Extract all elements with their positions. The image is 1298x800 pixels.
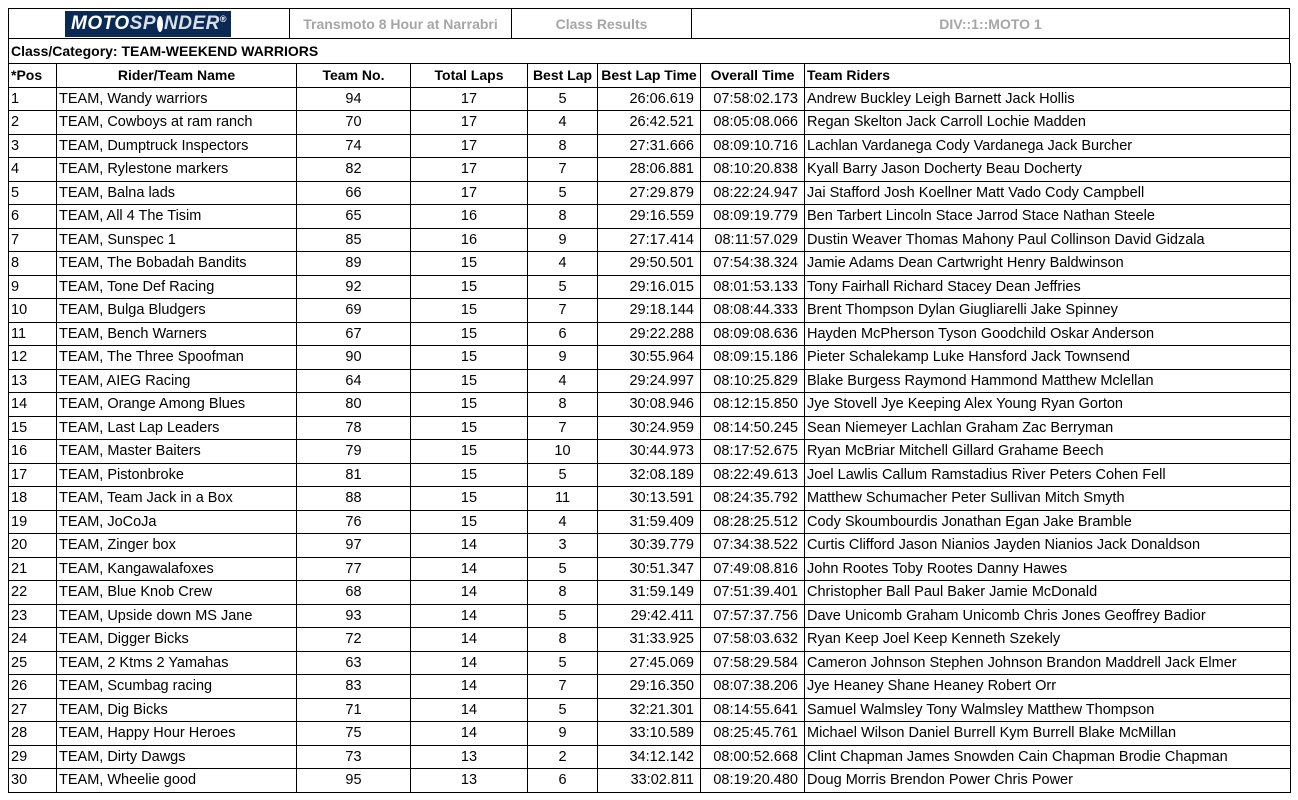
table-row bbox=[9, 416, 1291, 440]
cell-team-riders: Regan Skelton Jack Carroll Lochie Madden bbox=[805, 111, 1291, 135]
cell-best-lap: 5 bbox=[528, 557, 598, 581]
cell-total-laps: 15 bbox=[411, 487, 528, 511]
cell-pos: 19 bbox=[9, 510, 57, 534]
cell-team-no: 97 bbox=[297, 534, 411, 558]
cell-overall-time: 07:34:38.522 bbox=[701, 534, 805, 558]
cell-team-no: 77 bbox=[297, 557, 411, 581]
cell-best-lap: 10 bbox=[528, 440, 598, 464]
cell-best-lap: 9 bbox=[528, 346, 598, 370]
cell-team-riders: Curtis Clifford Jason Nianios Jayden Nianios Jack Donaldson bbox=[805, 534, 1291, 558]
table-row bbox=[9, 698, 1291, 722]
cell-pos: 17 bbox=[9, 463, 57, 487]
cell-team-name: TEAM, Dirty Dawgs bbox=[57, 745, 297, 769]
header-row bbox=[9, 64, 1291, 88]
cell-team-no: 72 bbox=[297, 628, 411, 652]
cell-best-lap-time: 29:24.997 bbox=[598, 369, 701, 393]
cell-overall-time: 08:10:20.838 bbox=[701, 158, 805, 182]
cell-team-no: 81 bbox=[297, 463, 411, 487]
cell-best-lap-time: 34:12.142 bbox=[598, 745, 701, 769]
cell-total-laps: 15 bbox=[411, 322, 528, 346]
cell-pos: 6 bbox=[9, 205, 57, 229]
cell-team-name: TEAM, Dumptruck Inspectors bbox=[57, 134, 297, 158]
cell-total-laps: 15 bbox=[411, 440, 528, 464]
cell-best-lap: 9 bbox=[528, 722, 598, 746]
cell-overall-time: 07:58:02.173 bbox=[701, 87, 805, 111]
cell-overall-time: 08:08:44.333 bbox=[701, 299, 805, 323]
cell-overall-time: 08:07:38.206 bbox=[701, 675, 805, 699]
cell-best-lap: 8 bbox=[528, 134, 598, 158]
cell-pos: 25 bbox=[9, 651, 57, 675]
table-row bbox=[9, 604, 1291, 628]
cell-team-name: TEAM, AIEG Racing bbox=[57, 369, 297, 393]
cell-overall-time: 07:58:03.632 bbox=[701, 628, 805, 652]
cell-total-laps: 17 bbox=[411, 111, 528, 135]
cell-best-lap-time: 30:51.347 bbox=[598, 557, 701, 581]
cell-overall-time: 08:22:49.613 bbox=[701, 463, 805, 487]
cell-team-no: 64 bbox=[297, 369, 411, 393]
cell-team-no: 89 bbox=[297, 252, 411, 276]
cell-overall-time: 08:22:24.947 bbox=[701, 181, 805, 205]
cell-overall-time: 08:01:53.133 bbox=[701, 275, 805, 299]
cell-overall-time: 07:57:37.756 bbox=[701, 604, 805, 628]
cell-team-name: TEAM, Team Jack in a Box bbox=[57, 487, 297, 511]
event-title: Transmoto 8 Hour at Narrabri bbox=[289, 9, 511, 38]
cell-pos: 3 bbox=[9, 134, 57, 158]
cell-team-name: TEAM, Orange Among Blues bbox=[57, 393, 297, 417]
cell-best-lap-time: 30:13.591 bbox=[598, 487, 701, 511]
cell-pos: 18 bbox=[9, 487, 57, 511]
cell-overall-time: 07:58:29.584 bbox=[701, 651, 805, 675]
cell-team-no: 71 bbox=[297, 698, 411, 722]
table-row bbox=[9, 628, 1291, 652]
cell-team-name: TEAM, Master Baiters bbox=[57, 440, 297, 464]
cell-overall-time: 08:28:25.512 bbox=[701, 510, 805, 534]
cell-team-no: 83 bbox=[297, 675, 411, 699]
cell-team-name: TEAM, Blue Knob Crew bbox=[57, 581, 297, 605]
cell-team-name: TEAM, Digger Bicks bbox=[57, 628, 297, 652]
cell-team-no: 88 bbox=[297, 487, 411, 511]
cell-overall-time: 08:05:08.066 bbox=[701, 111, 805, 135]
cell-pos: 30 bbox=[9, 769, 57, 793]
cell-team-name: TEAM, Bench Warners bbox=[57, 322, 297, 346]
cell-overall-time: 08:24:35.792 bbox=[701, 487, 805, 511]
cell-best-lap-time: 33:02.811 bbox=[598, 769, 701, 793]
table-row bbox=[9, 299, 1291, 323]
cell-best-lap: 4 bbox=[528, 111, 598, 135]
cell-best-lap-time: 27:17.414 bbox=[598, 228, 701, 252]
cell-pos: 14 bbox=[9, 393, 57, 417]
cell-overall-time: 08:25:45.761 bbox=[701, 722, 805, 746]
cell-best-lap: 6 bbox=[528, 769, 598, 793]
cell-pos: 12 bbox=[9, 346, 57, 370]
cell-team-riders: Cameron Johnson Stephen Johnson Brandon Maddrell Jack Elmer bbox=[805, 651, 1291, 675]
cell-total-laps: 15 bbox=[411, 463, 528, 487]
cell-team-no: 92 bbox=[297, 275, 411, 299]
registered-mark: ® bbox=[219, 13, 227, 24]
cell-pos: 26 bbox=[9, 675, 57, 699]
cell-pos: 23 bbox=[9, 604, 57, 628]
cell-team-name: TEAM, Wandy warriors bbox=[57, 87, 297, 111]
cell-total-laps: 16 bbox=[411, 228, 528, 252]
cell-total-laps: 14 bbox=[411, 534, 528, 558]
cell-best-lap: 2 bbox=[528, 745, 598, 769]
cell-best-lap-time: 31:59.409 bbox=[598, 510, 701, 534]
col-header-name: Rider/Team Name bbox=[57, 64, 297, 88]
cell-team-riders: Ben Tarbert Lincoln Stace Jarrod Stace Nathan Steele bbox=[805, 205, 1291, 229]
cell-pos: 4 bbox=[9, 158, 57, 182]
table-row bbox=[9, 675, 1291, 699]
cell-team-riders: Blake Burgess Raymond Hammond Matthew Mclellan bbox=[805, 369, 1291, 393]
cell-total-laps: 15 bbox=[411, 369, 528, 393]
cell-pos: 13 bbox=[9, 369, 57, 393]
cell-team-riders: Jai Stafford Josh Koellner Matt Vado Cody Campbell bbox=[805, 181, 1291, 205]
table-row bbox=[9, 181, 1291, 205]
cell-best-lap: 5 bbox=[528, 698, 598, 722]
cell-total-laps: 14 bbox=[411, 651, 528, 675]
cell-total-laps: 14 bbox=[411, 628, 528, 652]
col-header-overall-time: Overall Time bbox=[701, 64, 805, 88]
cell-best-lap-time: 33:10.589 bbox=[598, 722, 701, 746]
cell-total-laps: 13 bbox=[411, 769, 528, 793]
cell-total-laps: 17 bbox=[411, 87, 528, 111]
table-row bbox=[9, 557, 1291, 581]
cell-team-no: 69 bbox=[297, 299, 411, 323]
cell-total-laps: 13 bbox=[411, 745, 528, 769]
cell-best-lap-time: 30:24.959 bbox=[598, 416, 701, 440]
cell-total-laps: 17 bbox=[411, 158, 528, 182]
table-row bbox=[9, 534, 1291, 558]
col-header-team-no: Team No. bbox=[297, 64, 411, 88]
cell-total-laps: 15 bbox=[411, 393, 528, 417]
table-row bbox=[9, 205, 1291, 229]
class-category-label: Class/Category: TEAM-WEEKEND WARRIORS bbox=[8, 39, 1290, 63]
table-row bbox=[9, 463, 1291, 487]
cell-team-no: 67 bbox=[297, 322, 411, 346]
results-table bbox=[8, 63, 1291, 793]
cell-pos: 20 bbox=[9, 534, 57, 558]
table-row bbox=[9, 158, 1291, 182]
logo-cell bbox=[8, 9, 289, 38]
cell-overall-time: 08:09:19.779 bbox=[701, 205, 805, 229]
cell-overall-time: 08:00:52.668 bbox=[701, 745, 805, 769]
cell-team-name: TEAM, Bulga Bludgers bbox=[57, 299, 297, 323]
col-header-total-laps: Total Laps bbox=[411, 64, 528, 88]
cell-team-name: TEAM, Pistonbroke bbox=[57, 463, 297, 487]
cell-overall-time: 07:49:08.816 bbox=[701, 557, 805, 581]
cell-best-lap-time: 29:16.350 bbox=[598, 675, 701, 699]
cell-team-no: 79 bbox=[297, 440, 411, 464]
cell-team-riders: Joel Lawlis Callum Ramstadius River Peters Cohen Fell bbox=[805, 463, 1291, 487]
cell-best-lap: 8 bbox=[528, 581, 598, 605]
report-banner bbox=[8, 8, 1290, 39]
cell-team-no: 74 bbox=[297, 134, 411, 158]
cell-best-lap: 7 bbox=[528, 416, 598, 440]
table-row bbox=[9, 440, 1291, 464]
cell-best-lap: 8 bbox=[528, 628, 598, 652]
cell-pos: 28 bbox=[9, 722, 57, 746]
cell-best-lap-time: 26:06.619 bbox=[598, 87, 701, 111]
cell-overall-time: 08:09:10.716 bbox=[701, 134, 805, 158]
division-title: DIV::1::MOTO 1 bbox=[691, 9, 1290, 38]
cell-total-laps: 14 bbox=[411, 698, 528, 722]
cell-best-lap: 5 bbox=[528, 604, 598, 628]
cell-team-riders: Hayden McPherson Tyson Goodchild Oskar Anderson bbox=[805, 322, 1291, 346]
cell-best-lap-time: 27:29.879 bbox=[598, 181, 701, 205]
cell-overall-time: 08:17:52.675 bbox=[701, 440, 805, 464]
cell-best-lap-time: 29:50.501 bbox=[598, 252, 701, 276]
cell-team-name: TEAM, Rylestone markers bbox=[57, 158, 297, 182]
cell-pos: 21 bbox=[9, 557, 57, 581]
cell-team-riders: Brent Thompson Dylan Giugliarelli Jake Spinney bbox=[805, 299, 1291, 323]
table-row bbox=[9, 581, 1291, 605]
col-header-pos: *Pos bbox=[9, 64, 57, 88]
cell-team-name: TEAM, Happy Hour Heroes bbox=[57, 722, 297, 746]
cell-team-no: 63 bbox=[297, 651, 411, 675]
cell-team-riders: Sean Niemeyer Lachlan Graham Zac Berryman bbox=[805, 416, 1291, 440]
cell-team-riders: Matthew Schumacher Peter Sullivan Mitch Smyth bbox=[805, 487, 1291, 511]
cell-total-laps: 15 bbox=[411, 252, 528, 276]
cell-pos: 27 bbox=[9, 698, 57, 722]
cell-best-lap: 5 bbox=[528, 275, 598, 299]
cell-best-lap-time: 30:55.964 bbox=[598, 346, 701, 370]
cell-total-laps: 15 bbox=[411, 299, 528, 323]
cell-team-riders: Ryan McBriar Mitchell Gillard Grahame Beech bbox=[805, 440, 1291, 464]
cell-best-lap: 5 bbox=[528, 463, 598, 487]
cell-best-lap: 4 bbox=[528, 510, 598, 534]
cell-team-name: TEAM, Upside down MS Jane bbox=[57, 604, 297, 628]
cell-team-riders: Clint Chapman James Snowden Cain Chapman Brodie Chapman bbox=[805, 745, 1291, 769]
cell-team-name: TEAM, The Three Spoofman bbox=[57, 346, 297, 370]
cell-best-lap-time: 29:22.288 bbox=[598, 322, 701, 346]
cell-team-no: 94 bbox=[297, 87, 411, 111]
cell-best-lap-time: 27:45.069 bbox=[598, 651, 701, 675]
cell-best-lap: 8 bbox=[528, 205, 598, 229]
cell-overall-time: 07:54:38.324 bbox=[701, 252, 805, 276]
logo-text-sp: SP bbox=[129, 12, 157, 34]
cell-best-lap: 8 bbox=[528, 393, 598, 417]
cell-team-no: 65 bbox=[297, 205, 411, 229]
cell-team-riders: Christopher Ball Paul Baker Jamie McDonald bbox=[805, 581, 1291, 605]
cell-overall-time: 08:12:15.850 bbox=[701, 393, 805, 417]
cell-best-lap: 7 bbox=[528, 299, 598, 323]
cell-pos: 29 bbox=[9, 745, 57, 769]
cell-pos: 9 bbox=[9, 275, 57, 299]
cell-total-laps: 14 bbox=[411, 604, 528, 628]
cell-team-no: 78 bbox=[297, 416, 411, 440]
cell-total-laps: 15 bbox=[411, 416, 528, 440]
table-row bbox=[9, 228, 1291, 252]
cell-best-lap: 5 bbox=[528, 651, 598, 675]
cell-team-name: TEAM, Tone Def Racing bbox=[57, 275, 297, 299]
cell-team-riders: Lachlan Vardanega Cody Vardanega Jack Burcher bbox=[805, 134, 1291, 158]
cell-overall-time: 08:14:55.641 bbox=[701, 698, 805, 722]
table-row bbox=[9, 510, 1291, 534]
cell-team-riders: Jamie Adams Dean Cartwright Henry Baldwinson bbox=[805, 252, 1291, 276]
table-row bbox=[9, 722, 1291, 746]
cell-pos: 11 bbox=[9, 322, 57, 346]
cell-pos: 22 bbox=[9, 581, 57, 605]
table-row bbox=[9, 322, 1291, 346]
cell-pos: 24 bbox=[9, 628, 57, 652]
cell-team-no: 75 bbox=[297, 722, 411, 746]
cell-team-riders: Ryan Keep Joel Keep Kenneth Szekely bbox=[805, 628, 1291, 652]
cell-best-lap: 4 bbox=[528, 369, 598, 393]
cell-pos: 5 bbox=[9, 181, 57, 205]
cell-best-lap-time: 31:33.925 bbox=[598, 628, 701, 652]
cell-team-riders: Samuel Walmsley Tony Walmsley Matthew Thompson bbox=[805, 698, 1291, 722]
cell-overall-time: 08:09:08.636 bbox=[701, 322, 805, 346]
motosponder-logo bbox=[65, 11, 231, 37]
cell-total-laps: 14 bbox=[411, 675, 528, 699]
table-row bbox=[9, 487, 1291, 511]
cell-team-riders: Andrew Buckley Leigh Barnett Jack Hollis bbox=[805, 87, 1291, 111]
cell-best-lap-time: 27:31.666 bbox=[598, 134, 701, 158]
cell-team-no: 76 bbox=[297, 510, 411, 534]
table-row bbox=[9, 111, 1291, 135]
cell-best-lap-time: 29:16.559 bbox=[598, 205, 701, 229]
col-header-best-lap: Best Lap bbox=[528, 64, 598, 88]
cell-team-riders: John Rootes Toby Rootes Danny Hawes bbox=[805, 557, 1291, 581]
cell-team-name: TEAM, All 4 The Tisim bbox=[57, 205, 297, 229]
cell-team-no: 66 bbox=[297, 181, 411, 205]
cell-pos: 16 bbox=[9, 440, 57, 464]
cell-best-lap: 11 bbox=[528, 487, 598, 511]
cell-team-no: 85 bbox=[297, 228, 411, 252]
cell-team-name: TEAM, Zinger box bbox=[57, 534, 297, 558]
cell-team-no: 73 bbox=[297, 745, 411, 769]
cell-best-lap: 7 bbox=[528, 158, 598, 182]
cell-overall-time: 08:14:50.245 bbox=[701, 416, 805, 440]
cell-team-name: TEAM, 2 Ktms 2 Yamahas bbox=[57, 651, 297, 675]
cell-team-name: TEAM, Cowboys at ram ranch bbox=[57, 111, 297, 135]
cell-team-riders: Jye Stovell Jye Keeping Alex Young Ryan Gorton bbox=[805, 393, 1291, 417]
cell-best-lap: 9 bbox=[528, 228, 598, 252]
cell-team-riders: Dustin Weaver Thomas Mahony Paul Collinson David Gidzala bbox=[805, 228, 1291, 252]
cell-team-riders: Kyall Barry Jason Docherty Beau Docherty bbox=[805, 158, 1291, 182]
cell-overall-time: 08:10:25.829 bbox=[701, 369, 805, 393]
cell-best-lap: 5 bbox=[528, 181, 598, 205]
cell-pos: 8 bbox=[9, 252, 57, 276]
gear-icon bbox=[157, 16, 163, 32]
cell-best-lap-time: 28:06.881 bbox=[598, 158, 701, 182]
cell-team-name: TEAM, Sunspec 1 bbox=[57, 228, 297, 252]
cell-best-lap-time: 29:16.015 bbox=[598, 275, 701, 299]
cell-total-laps: 17 bbox=[411, 181, 528, 205]
table-row bbox=[9, 252, 1291, 276]
table-row bbox=[9, 769, 1291, 793]
cell-best-lap: 6 bbox=[528, 322, 598, 346]
cell-team-no: 95 bbox=[297, 769, 411, 793]
table-row bbox=[9, 134, 1291, 158]
cell-total-laps: 14 bbox=[411, 581, 528, 605]
cell-best-lap: 7 bbox=[528, 675, 598, 699]
col-header-team-riders: Team Riders bbox=[805, 64, 1291, 88]
cell-best-lap: 3 bbox=[528, 534, 598, 558]
cell-team-no: 68 bbox=[297, 581, 411, 605]
cell-team-name: TEAM, Dig Bicks bbox=[57, 698, 297, 722]
cell-pos: 15 bbox=[9, 416, 57, 440]
cell-total-laps: 17 bbox=[411, 134, 528, 158]
col-header-best-lap-time: Best Lap Time bbox=[598, 64, 701, 88]
cell-overall-time: 08:11:57.029 bbox=[701, 228, 805, 252]
cell-total-laps: 15 bbox=[411, 346, 528, 370]
cell-best-lap-time: 32:21.301 bbox=[598, 698, 701, 722]
cell-pos: 10 bbox=[9, 299, 57, 323]
table-row bbox=[9, 346, 1291, 370]
table-row bbox=[9, 87, 1291, 111]
cell-team-name: TEAM, Wheelie good bbox=[57, 769, 297, 793]
cell-team-name: TEAM, JoCoJa bbox=[57, 510, 297, 534]
cell-team-no: 80 bbox=[297, 393, 411, 417]
cell-team-name: TEAM, Kangawalafoxes bbox=[57, 557, 297, 581]
cell-pos: 7 bbox=[9, 228, 57, 252]
cell-best-lap: 5 bbox=[528, 87, 598, 111]
cell-team-name: TEAM, Balna lads bbox=[57, 181, 297, 205]
cell-total-laps: 15 bbox=[411, 510, 528, 534]
cell-overall-time: 07:51:39.401 bbox=[701, 581, 805, 605]
cell-best-lap-time: 30:39.779 bbox=[598, 534, 701, 558]
cell-team-riders: Pieter Schalekamp Luke Hansford Jack Townsend bbox=[805, 346, 1291, 370]
cell-team-riders: Doug Morris Brendon Power Chris Power bbox=[805, 769, 1291, 793]
cell-best-lap-time: 30:44.973 bbox=[598, 440, 701, 464]
cell-team-riders: Jye Heaney Shane Heaney Robert Orr bbox=[805, 675, 1291, 699]
report-title: Class Results bbox=[511, 9, 691, 38]
cell-total-laps: 16 bbox=[411, 205, 528, 229]
cell-total-laps: 15 bbox=[411, 275, 528, 299]
cell-overall-time: 08:19:20.480 bbox=[701, 769, 805, 793]
logo-text-moto: MOTO bbox=[71, 12, 130, 34]
table-row bbox=[9, 393, 1291, 417]
cell-team-riders: Dave Unicomb Graham Unicomb Chris Jones Geoffrey Badior bbox=[805, 604, 1291, 628]
cell-team-no: 82 bbox=[297, 158, 411, 182]
table-row bbox=[9, 369, 1291, 393]
cell-best-lap-time: 30:08.946 bbox=[598, 393, 701, 417]
cell-best-lap-time: 29:18.144 bbox=[598, 299, 701, 323]
logo-text-nder: NDER bbox=[164, 12, 220, 34]
table-row bbox=[9, 745, 1291, 769]
cell-team-riders: Michael Wilson Daniel Burrell Kym Burrell Blake McMillan bbox=[805, 722, 1291, 746]
cell-best-lap-time: 32:08.189 bbox=[598, 463, 701, 487]
cell-team-name: TEAM, Last Lap Leaders bbox=[57, 416, 297, 440]
cell-best-lap-time: 29:42.411 bbox=[598, 604, 701, 628]
cell-team-riders: Cody Skoumbourdis Jonathan Egan Jake Bramble bbox=[805, 510, 1291, 534]
cell-overall-time: 08:09:15.186 bbox=[701, 346, 805, 370]
cell-team-no: 90 bbox=[297, 346, 411, 370]
table-row bbox=[9, 651, 1291, 675]
cell-total-laps: 14 bbox=[411, 722, 528, 746]
cell-best-lap-time: 31:59.149 bbox=[598, 581, 701, 605]
cell-pos: 1 bbox=[9, 87, 57, 111]
cell-best-lap: 4 bbox=[528, 252, 598, 276]
cell-team-no: 93 bbox=[297, 604, 411, 628]
cell-team-riders: Tony Fairhall Richard Stacey Dean Jeffries bbox=[805, 275, 1291, 299]
table-row bbox=[9, 275, 1291, 299]
cell-team-no: 70 bbox=[297, 111, 411, 135]
cell-total-laps: 14 bbox=[411, 557, 528, 581]
cell-team-name: TEAM, Scumbag racing bbox=[57, 675, 297, 699]
cell-best-lap-time: 26:42.521 bbox=[598, 111, 701, 135]
cell-pos: 2 bbox=[9, 111, 57, 135]
cell-team-name: TEAM, The Bobadah Bandits bbox=[57, 252, 297, 276]
